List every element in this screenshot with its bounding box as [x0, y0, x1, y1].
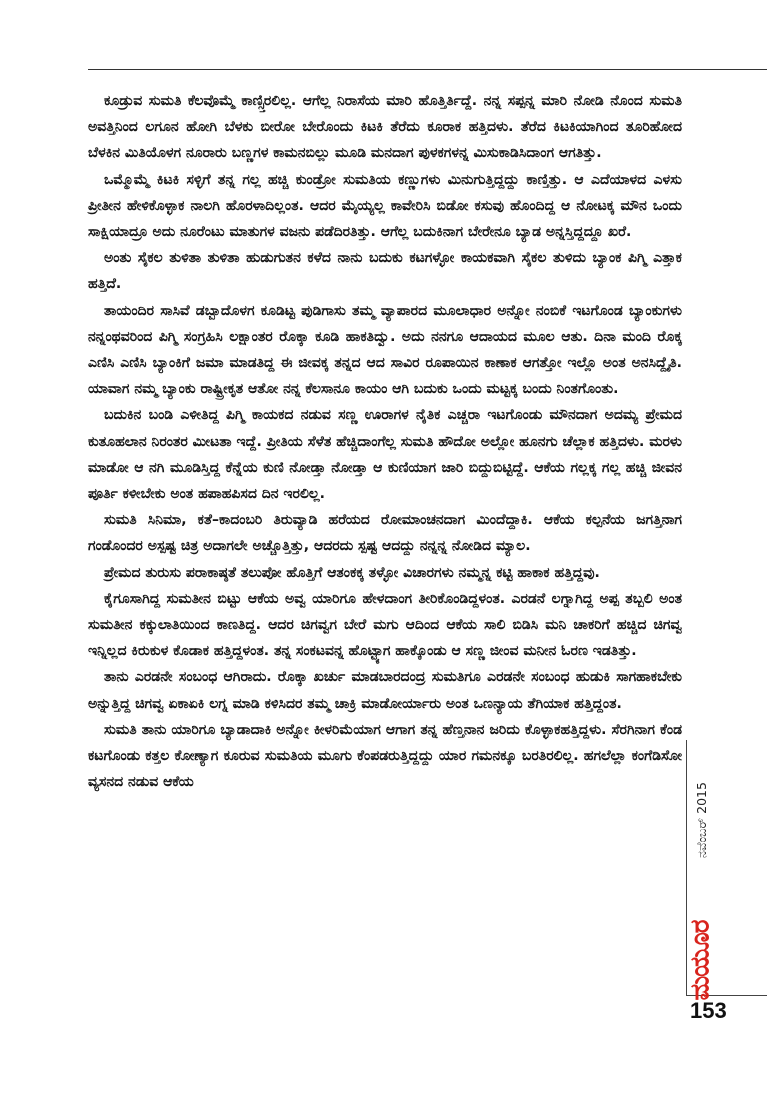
paragraph-1: ಕೂಡ್ರುವ ಸುಮತಿ ಕೆಲವೊಮ್ಮೆ ಕಾಣ್ಸ್ತಿರಲಿಲ್ಲ. ಆಗೆಲ್ಲ ನಿರಾಸೆಯ ಮಾರಿ ಹೊತ್ತಿರ್ತಿದ್ದೆ. ನನ್ನ ಸಪ್ಪನ್ನ ಮಾರಿ ನೋಡಿ ನೊಂದ ಸುಮತಿ ಅವತ್ತಿನಿಂದ ಲಗೂನ ಹೋಗಿ ಬೆಳಕು ಬೀರೋ ಬೇರೊಂದು ಕಿಟಕಿ ತೆರೆದು ಕೂರಾಕ ಹತ್ತಿದಳು. ತೆರೆದ ಕಿಟಕಿಯಾಗಿಂದ ತೂರಿಹೋದ ಬೆಳಕಿನ ಮಿತಿಯೊಳಗ ನೂರಾರು ಬಣ್ಣಗಳ ಕಾಮನಬಿಲ್ಲು ಮೂಡಿ ಮನದಾಗ ಪುಳಕಗಳನ್ನ ಮಿಸುಕಾಡಿಸಿದಾಂಗ ಆಗತಿತ್ತು.	[88, 93, 682, 162]
magazine-title: ಮಯೂರ	[685, 920, 716, 1001]
issue-date: ನವೆಂಬರ್ 2015	[694, 782, 709, 858]
paragraph-5: ಬದುಕಿನ ಬಂಡಿ ಎಳೀತಿದ್ದ ಪಿಗ್ಮಿ ಕಾಯಕದ ನಡುವ ಸಣ್ಣ ಊರಾಗಳ ನೈತಿಕ ಎಚ್ಚರಾ ಇಟಗೊಂಡು ಮೌನದಾಗ ಅದಮ್ಯ ಪ್ರೇಮದ ಕುತೂಹಲಾನ ನಿರಂತರ ಮೀಟತಾ ಇದ್ದೆ. ಪ್ರೀತಿಯ ಸೆಳೆತ ಹೆಚ್ಚಿದಾಂಗೆಲ್ಲ ಸುಮತಿ ಹೌದೋ ಅಲ್ಲೋ ಹೂನಗು ಚೆಲ್ಲಾಕ ಹತ್ತಿದಳು. ಮರಳು ಮಾಡೋ ಆ ನಗಿ ಮೂಡಿಸ್ತಿದ್ದ ಕೆನ್ನೆಯ ಕುಣಿ ನೋಡ್ತಾ ನೋಡ್ತಾ ಆ ಕುಣಿಯಾಗ ಜಾರಿ ಬಿದ್ದುಬಿಟ್ಟಿದ್ದೆ. ಆಕೆಯ ಗಲ್ಲಕ್ಕ ಗಲ್ಲ ಹಚ್ಚಿ ಜೀವನ ಪೂರ್ತಿ ಕಳೀಬೇಕು ಅಂತ ಹಪಾಹಪಿಸದ ದಿನ ಇರಲಿಲ್ಲ.	[88, 407, 682, 503]
paragraph-8: ಕೈಗೂಸಾಗಿದ್ದ ಸುಮತೀನ ಬಿಟ್ಟು ಆಕೆಯ ಅವ್ವ ಯಾರಿಗೂ ಹೇಳದಾಂಗ ತೀರಿಕೊಂಡಿದ್ದಳಂತ. ಎರಡನೆ ಲಗ್ನಾಗಿದ್ದ ಅಪ್ಪ ತಬ್ಬಲಿ ಅಂತ ಸುಮತೀನ ಕಕ್ಕುಲಾತಿಯಿಂದ ಕಾಣತಿದ್ದ. ಆದರ ಚಿಗವ್ವಗ ಬೇರೆ ಮಗು ಆದಿಂದ ಆಕೆಯ ಸಾಲಿ ಬಿಡಿಸಿ ಮನಿ ಚಾಕರಿಗೆ ಹಚ್ಚಿದ ಚಿಗವ್ವ ಇನ್ನಿಲ್ಲದ ಕಿರುಕುಳ ಕೊಡಾಕ ಹತ್ತಿದ್ದಳಂತ. ತನ್ನ ಸಂಕಟವನ್ನ ಹೊಟ್ಟ್ಯಾಗ ಹಾಕ್ಕೊಂಡು ಆ ಸಣ್ಣ ಜೀಂವ ಮನೀನ ಓರಣ ಇಡತಿತ್ತು.	[88, 590, 682, 660]
magazine-sidebar	[685, 740, 718, 1001]
page-number: 153	[690, 998, 727, 1023]
paragraph-3: ಅಂತು ಸೈಕಲ ತುಳಿತಾ ತುಳಿತಾ ಹುಡುಗುತನ ಕಳೆದ ನಾನು ಬದುಕು ಕಟಗಳ್ಳೋ ಕಾಯಕವಾಗಿ ಸೈಕಲ ತುಳಿದು ಬ್ಯಾಂಕ ಪಿಗ್ಮಿ ಎತ್ತಾಕ ಹತ್ತಿದೆ.	[88, 250, 682, 293]
paragraph-4: ತಾಯಂದಿರ ಸಾಸಿವೆ ಡಬ್ಬಾದೊಳಗ ಕೂಡಿಟ್ಟ ಪುಡಿಗಾಸು ತಮ್ಮ ವ್ಯಾಪಾರದ ಮೂಲಾಧಾರ ಅನ್ನೋ ನಂಬಿಕೆ ಇಟಗೊಂಡ ಬ್ಯಾಂಕುಗಳು ನನ್ನಂಥವರಿಂದ ಪಿಗ್ಮಿ ಸಂಗ್ರಹಿಸಿ ಲಕ್ಷಾಂತರ ರೊಕ್ಕಾ ಕೂಡಿ ಹಾಕತಿದ್ವು. ಅದು ನನಗೂ ಆದಾಯದ ಮೂಲ ಆತು. ದಿನಾ ಮಂದಿ ರೊಕ್ಕ ಎಣಿಸಿ ಎಣಿಸಿ ಬ್ಯಾಂಕಿಗೆ ಜಮಾ ಮಾಡತಿದ್ದ ಈ ಜೀವಕ್ಕ ತನ್ನದ ಆದ ಸಾವಿರ ರೂಪಾಯಿನ ಕಾಣಾಕ ಆಗತ್ತೋ ಇಲ್ಲೊ ಅಂತ ಅನಸಿದ್ದೈತಿ. ಯಾವಾಗ ನಮ್ಮ ಬ್ಯಾಂಕು ರಾಷ್ಟ್ರೀಕೃತ ಆತೋ ನನ್ನ ಕೆಲಸಾನೂ ಕಾಯಂ ಆಗಿ ಬದುಕು ಒಂದು ಮಟ್ಟಕ್ಕ ಬಂದು ನಿಂತಗೊಂತು.	[88, 302, 682, 398]
paragraph-2: ಒಮ್ಮೊಮ್ಮೆ ಕಿಟಕಿ ಸಳ್ಳಿಗೆ ತನ್ನ ಗಲ್ಲ ಹಚ್ಚಿ ಕುಂಡ್ರೋ ಸುಮತಿಯ ಕಣ್ಣುಗಳು ಮಿನುಗುತ್ತಿದ್ದದ್ದು ಕಾಣ್ತಿತ್ತು. ಆ ಎದೆಯಾಳದ ಎಳಸು ಪ್ರೀತೀನ ಹೇಳಿಕೊಳ್ಳಾಕ ನಾಲಗಿ ಹೊರಳಾದಿಲ್ಲಂತ. ಆದರ ಮೈಯ್ಯಲ್ಲ ಕಾವೇರಿಸಿ ಬಿಡೋ ಕಸುವು ಹೊಂದಿದ್ದ ಆ ನೋಟಕ್ಕ ಮೌನ ಒಂದು ಸಾಕ್ಷಿಯಾದ್ರೂ ಅದು ನೂರೆಂಟು ಮಾತುಗಳ ವಜನು ಪಡೆದಿರತಿತ್ತು. ಆಗೆಲ್ಲ ಬದುಕಿನಾಗ ಬೇರೇನೂ ಬ್ಯಾಡ ಅನ್ನಸ್ತಿದ್ದದ್ದೂ ಖರೆ.	[88, 171, 682, 241]
header-rule	[88, 69, 767, 70]
paragraph-10: ಸುಮತಿ ತಾನು ಯಾರಿಗೂ ಬ್ಯಾಡಾದಾಕಿ ಅನ್ನೋ ಕೀಳರಿಮೆಯಾಗ ಆಗಾಗ ತನ್ನ ಹೆಣ್ತನಾನ ಜರಿದು ಕೊಳ್ಳಾಕಹತ್ತಿದ್ದಳು. ಸೆರಗಿನಾಗ ಕೆಂಡ ಕಟಗೊಂಡು ಕತ್ತಲ ಕೋಣ್ಯಾಗ ಕೂರುವ ಸುಮತಿಯ ಮೂಗು ಕೆಂಪಡರುತ್ತಿದ್ದದ್ದು ಯಾರ ಗಮನಕ್ಕೂ ಬರತಿರಲಿಲ್ಲ. ಹಗಲೆಲ್ಲಾ ಕಂಗೆಡಿಸೋ ವ್ಯಸನದ ನಡುವ ಆಕೆಯ	[88, 721, 682, 791]
article-body	[88, 88, 682, 795]
paragraph-7: ಪ್ರೇಮದ ತುರುಸು ಪರಾಕಾಷ್ಠತೆ ತಲುಪೋ ಹೊತ್ತಿಗೆ ಆತಂಕಕ್ಕ ತಳ್ಳೋ ವಿಚಾರಗಳು ನಮ್ಮನ್ನ ಕಟ್ಟಿ ಹಾಕಾಕ ಹತ್ತಿದ್ದವು.	[104, 564, 600, 581]
paragraph-9: ತಾನು ಎರಡನೇ ಸಂಬಂಧ ಆಗಿರಾದು. ರೊಕ್ಕಾ ಖರ್ಚು ಮಾಡಬಾರದಂದ್ರ ಸುಮತಿಗೂ ಎರಡನೇ ಸಂಬಂಧ ಹುಡುಕಿ ಸಾಗಹಾಕಬೇಕು ಅನ್ನುತ್ತಿದ್ದ ಚಿಗವ್ವ ಏಕಾಏಕಿ ಲಗ್ನ ಮಾಡಿ ಕಳಿಸಿದರ ತಮ್ಮ ಚಾಕ್ರಿ ಮಾಡೋರ್ಯಾರು ಅಂತ ಒಣನ್ಯಾಯ ತೆಗಿಯಾಕ ಹತ್ತಿದ್ದಂತ.	[88, 669, 682, 712]
paragraph-6: ಸುಮತಿ ಸಿನಿಮಾ, ಕತೆ–ಕಾದಂಬರಿ ತಿರುವ್ಯಾಡಿ ಹರೆಯದ ರೋಮಾಂಚನದಾಗ ಮಿಂದೆದ್ದಾಕಿ. ಆಕೆಯ ಕಲ್ಪನೆಯ ಜಗತ್ತಿನಾಗ ಗಂಡೊಂದರ ಅಸ್ಪಷ್ಟ ಚಿತ್ರ ಅದಾಗಲೇ ಅಚ್ಚೊತ್ತಿತ್ತು, ಆದರದು ಸ್ಪಷ್ಟ ಆದದ್ದು ನನ್ನನ್ನ ನೋಡಿದ ಮ್ಯಾಲ.	[88, 512, 682, 555]
